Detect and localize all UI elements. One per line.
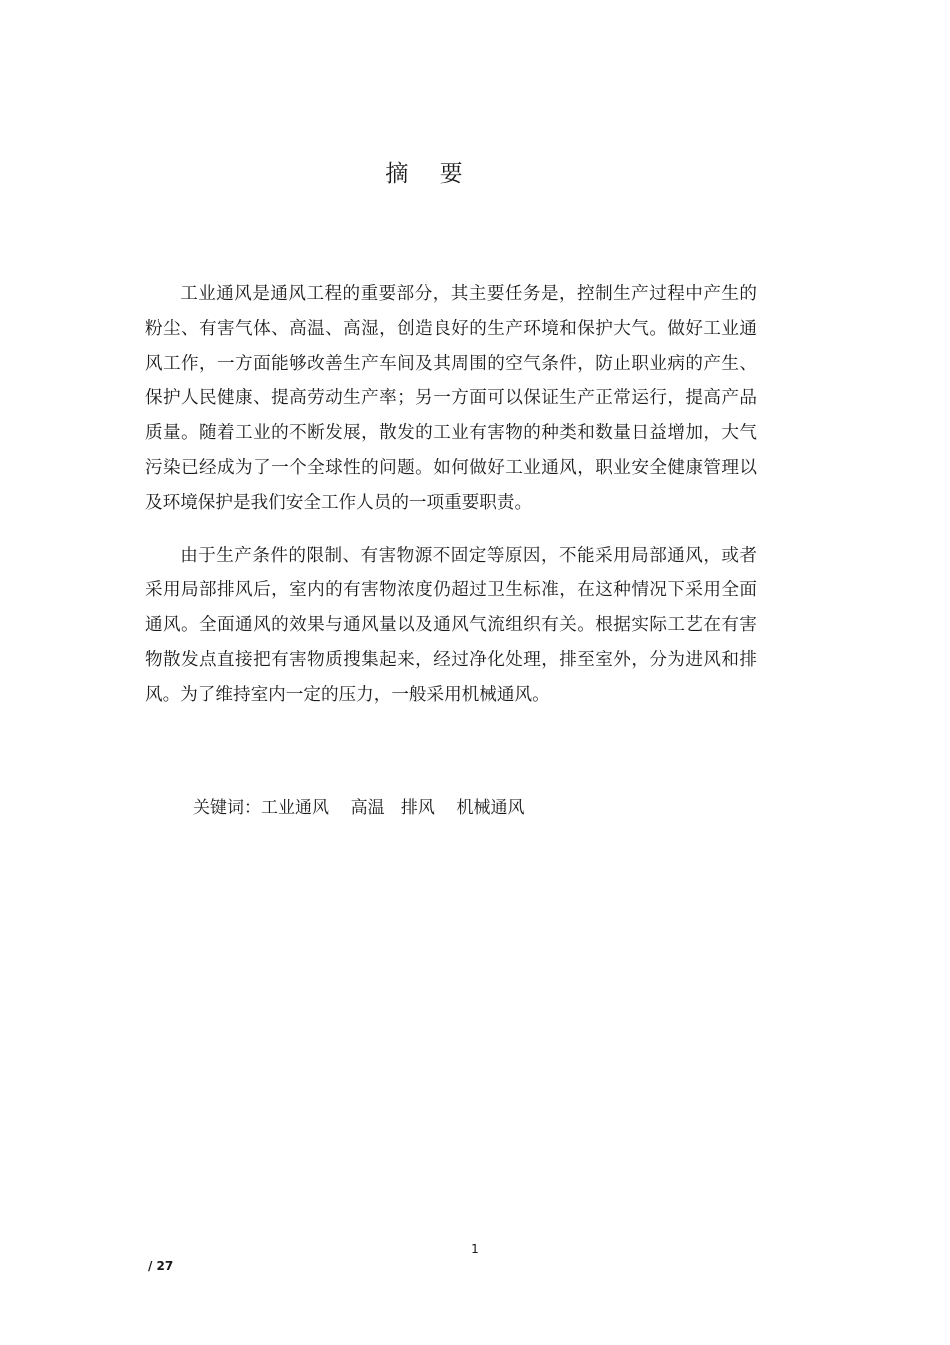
abstract-paragraph-2: 由于生产条件的限制、有害物源不固定等原因，不能采用局部通风，或者采用局部排风后，室内的有害物浓度仍超过卫生标准，在这种情况下采用全面通风。全面通风的效果与通风量以及通风气流组织有关。根据实际工艺在有害物散发点直接把有害物质搜集起来，经过净化处理，排至室外，分为进风和排风。为了维持室内一定的压力，一般采用机械通风。	[145, 545, 757, 705]
page-total: / 27	[148, 1259, 174, 1273]
page-title: 摘 要	[385, 161, 475, 188]
keywords-line: 关键词：工业通风 高温 排风 机械通风	[193, 798, 525, 818]
abstract-body	[145, 277, 757, 731]
abstract-paragraph-1: 工业通风是通风工程的重要部分，其主要任务是，控制生产过程中产生的粉尘、有害气体、高温、高湿，创造良好的生产环境和保护大气。做好工业通风工作，一方面能够改善生产车间及其周围的空气条件，防止职业病的产生、保护人民健康、提高劳动生产率；另一方面可以保证生产正常运行，提高产品质量。随着工业的不断发展，散发的工业有害物的种类和数量日益增加，大气污染已经成为了一个全球性的问题。如何做好工业通风，职业安全健康管理以及环境保护是我们安全工作人员的一项重要职责。	[145, 284, 757, 513]
page-number: 1	[471, 1242, 479, 1256]
